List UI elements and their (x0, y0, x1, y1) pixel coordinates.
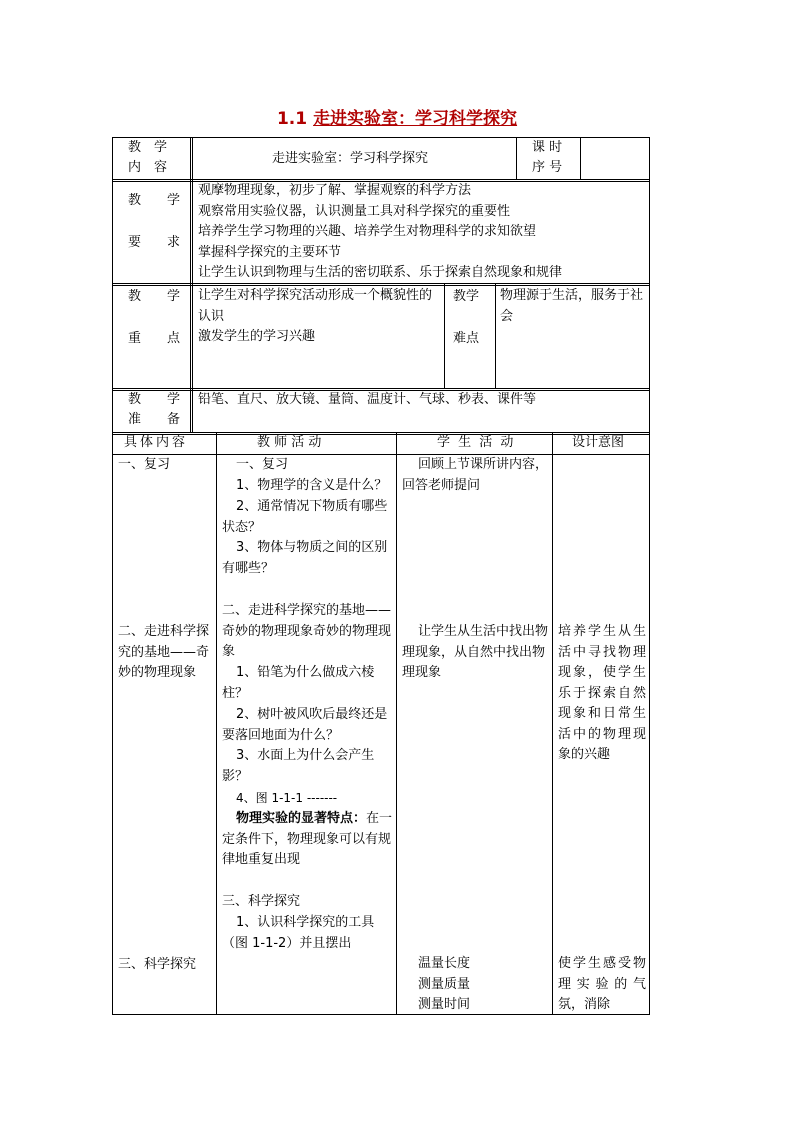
col2-question (222, 497, 392, 538)
page-title (0, 104, 794, 129)
col3-section3-list (418, 954, 470, 1016)
table-border (112, 434, 650, 435)
table-border (649, 137, 650, 1015)
col3-section2 (402, 622, 552, 684)
title-text: 走进实验室：学习科学探究 (313, 109, 518, 129)
requirement-item: 掌握科学探究的主要环节 (198, 244, 342, 260)
col3-section2-text: 让学生从生活中找出物理现象，从自然中找出物理现象 (402, 624, 549, 680)
requirements-label-line: 教 学 (128, 193, 181, 208)
col2-section2-heading: 二、走进科学探究的基地——奇妙的物理现象奇妙的物理现象 (222, 603, 392, 659)
table-border (552, 433, 553, 1015)
key-point-item: 让学生对科学探究活动形成一个概貌性的认识 (198, 288, 433, 324)
key-points-label (128, 286, 180, 350)
col2-section2-question-text: 1、铅笔为什么做成六棱柱？ (222, 665, 375, 701)
requirement-item: 观摩物理现象，初步了解、掌握观察的科学方法 (198, 183, 472, 198)
key-point-item: 激发学生的学习兴趣 (198, 329, 316, 344)
preparation-label-line: 准 备 (128, 412, 181, 427)
col1-review: 一、复习 (118, 457, 171, 472)
table-border (112, 137, 113, 1015)
table-border (495, 284, 496, 389)
difficulty-label-line: 难点 (453, 331, 480, 346)
col2-section2-question (222, 705, 392, 746)
col3-review (402, 455, 552, 496)
content-value: 走进实验室：学习科学探究 (272, 151, 429, 166)
col2-section2-question (222, 663, 392, 704)
col3-review-text: 回顾上节课所讲内容，回答老师提问 (402, 457, 549, 493)
table-border (396, 433, 397, 1015)
col2-question-text: 3、物体与物质之间的区别有哪些？ (222, 540, 388, 576)
table-border (216, 433, 217, 1015)
col2-section3-heading: 三、科学探究 (222, 894, 301, 909)
col3-section3-item: 测量质量 (418, 976, 471, 992)
preparation-value: 铅笔、直尺、放大镜、量筒、温度计、气球、秒表、课件等 (198, 392, 537, 407)
column-header: 设计意图 (572, 435, 625, 450)
content-label-line: 教 学 (128, 140, 168, 155)
table-border (190, 137, 191, 180)
col3-section3-item: 温量长度 (418, 956, 471, 971)
col2-review-heading: 一、复习 (236, 457, 289, 472)
key-points-label-line: 教 学 (128, 289, 181, 304)
requirements-label-line: 要 求 (128, 235, 181, 250)
period-label (532, 137, 562, 179)
title-number: 1.1 (276, 109, 308, 129)
table-border (192, 137, 193, 180)
content-label (128, 137, 167, 179)
table-border (112, 454, 650, 455)
col2-figure-ref: 4、图 1-1-1 ------- (236, 791, 338, 805)
requirement-item: 观察常用实验仪器，认识测量工具对科学探究的重要性 (198, 203, 511, 219)
requirement-item: 让学生认识到物理与生活的密切联系、乐于探索自然现象和规律 (198, 265, 563, 281)
content-label-line: 内 容 (128, 160, 168, 175)
col2-section3-question (222, 913, 394, 954)
table-border (192, 180, 193, 433)
col1-section3: 三、科学探究 (118, 957, 197, 972)
column-header: 教 师 活 动 (257, 435, 322, 450)
table-border (516, 137, 517, 180)
col2-question-text: 2、通常情况下物质有哪些状态？ (222, 499, 388, 535)
col3-section3-item: 测量时间 (418, 997, 471, 1013)
col2-feature-text: 在一定条件下，物理现象可以有规律地重复出现 (222, 811, 393, 867)
period-label-line: 序 号 (532, 160, 563, 175)
col2-question: 1、物理学的含义是什么？ (236, 478, 388, 493)
table-border (190, 180, 191, 433)
requirements-list (198, 181, 562, 284)
col4-section2: 培养学生从生活中寻找物理现象，使学生乐于探索自然现象和日常生活中的物理现象的兴趣 (558, 624, 646, 762)
requirements-label (128, 190, 180, 254)
col2-feature (222, 809, 394, 871)
col2-section2-question-text: 3、水面上为什么会产生影？ (222, 748, 375, 784)
requirement-item: 培养学生学习物理的兴趣、培养学生对物理科学的求知欲望 (198, 224, 537, 240)
difficulty-value: 物理源于生活，服务于社会 (500, 288, 644, 324)
table-border (580, 137, 581, 180)
col2-section2-question (222, 746, 392, 787)
period-label-line: 课 时 (532, 140, 563, 155)
col1-section2: 二、走进科学探究的基地——奇妙的物理现象 (118, 624, 210, 680)
col2-feature-bold: 物理实验的显著特点： (236, 811, 367, 826)
col2-question (222, 538, 392, 579)
preparation-label-line: 教 学 (128, 392, 181, 407)
col4-section3: 使学生感受物理实验的气氛，消除 (558, 956, 646, 1012)
column-header: 学 生 活 动 (437, 435, 516, 450)
col2-section2-question-text: 2、树叶被风吹后最终还是要落回地面为什么？ (222, 707, 388, 743)
difficulty-label (453, 286, 479, 350)
preparation-label (128, 389, 180, 431)
difficulty-label-line: 教学 (453, 289, 480, 304)
table-border (444, 284, 445, 389)
key-points-label-line: 重 点 (128, 331, 181, 346)
key-points-text (198, 286, 440, 348)
col2-section3-question-text: 1、认识科学探究的工具（图 1-1-2）并且摆出 (222, 915, 375, 951)
column-header: 具体内容 (124, 435, 189, 450)
